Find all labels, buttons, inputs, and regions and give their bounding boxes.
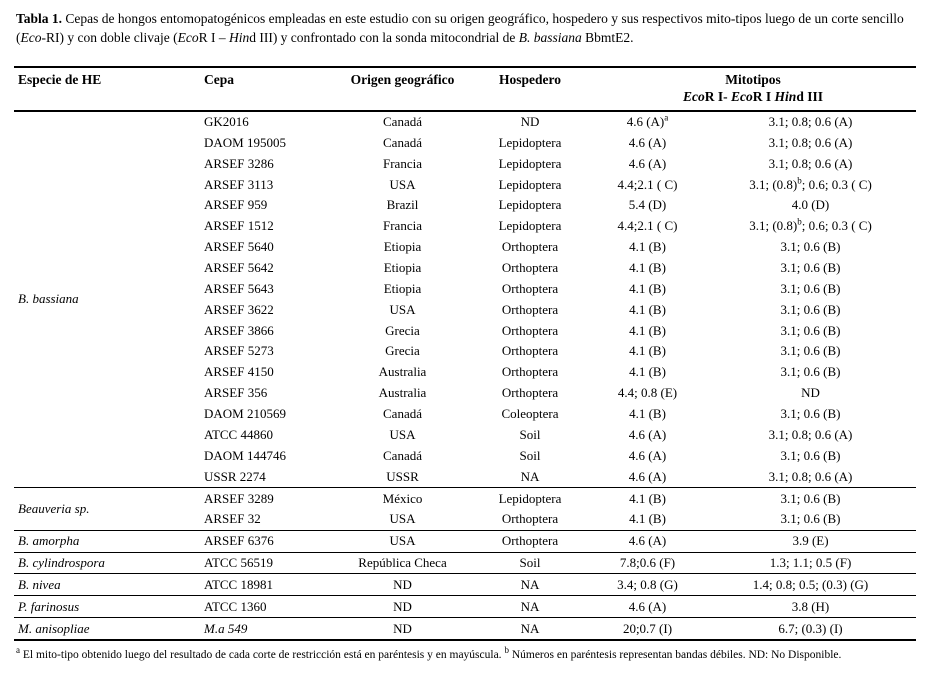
origen-cell: Etiopia: [383, 260, 422, 276]
mito-double-cell: 3.1; 0.8; 0.6 (A): [768, 468, 853, 484]
table-header: [14, 67, 916, 111]
hospedero-cell: Orthoptera: [501, 301, 559, 317]
cepa-cell: ATCC 44860: [204, 426, 273, 442]
mito-ecori-cell: 4.1 (B): [629, 343, 666, 359]
mito-double-cell: 3.1; 0.6 (B): [780, 239, 841, 255]
table-row: [14, 596, 916, 618]
origen-cell: República Checa: [335, 552, 470, 574]
cepa-cell: ARSEF 5642: [204, 260, 274, 276]
hospedero-cell: Orthoptera: [501, 343, 559, 359]
origen-cell: México: [335, 488, 470, 509]
mito-ecori-cell: 4.1 (B): [629, 260, 666, 276]
header-cepa: Cepa: [200, 67, 335, 111]
origen-cell: Australia: [378, 385, 427, 401]
mito-ecori-cell: 5.4 (D): [628, 197, 667, 213]
mito-double-cell: 3.1; 0.6 (B): [780, 447, 841, 463]
hospedero-cell: Soil: [519, 447, 541, 463]
mito-ecori-cell: 4.6 (A): [628, 426, 667, 442]
mito-ecori-cell: 4.4;2.1 ( C): [617, 218, 678, 234]
cepa-cell: ARSEF 3866: [204, 322, 274, 338]
hospedero-cell: NA: [520, 468, 540, 484]
origen-cell: USSR: [386, 468, 419, 484]
hospedero-cell: Orthoptera: [501, 260, 559, 276]
hospedero-cell: Lepidoptera: [498, 134, 562, 150]
origen-cell: USA: [389, 301, 416, 317]
mito-double-cell: 1.4; 0.8; 0.5; (0.3) (G): [705, 574, 916, 596]
origen-cell: Australia: [378, 364, 427, 380]
cepa-cell: DAOM 210569: [204, 406, 286, 422]
footnote: $^a$ El mito-tipo obtenido luego del resultado de cada corte de restricción está en paréntesis y en mayúscula. $^b$ Números en paréntesis representan bandas débiles. ND: No Disponible.: [16, 645, 842, 662]
header-mitotipos: [590, 67, 916, 111]
mito-double-cell: 3.1; 0.6 (B): [780, 343, 841, 359]
mito-double-cell: 3.8 (H): [705, 596, 916, 618]
mito-ecori-cell: 4.1 (B): [629, 322, 666, 338]
mito-double-cell: 3.1; 0.6 (B): [780, 406, 841, 422]
hospedero-cell: Orthoptera: [501, 511, 559, 527]
mito-ecori-cell: 4.1 (B): [629, 406, 666, 422]
species-cell: B. cylindrospora: [14, 552, 200, 574]
cepa-cell: DAOM 195005: [204, 134, 286, 150]
header-mitotipos-title: Mitotipos: [725, 71, 781, 87]
mito-ecori-cell: 4.1 (B): [629, 239, 666, 255]
mito-double-cell: 3.1; 0.6 (B): [780, 322, 841, 338]
species-cell: P. farinosus: [14, 596, 200, 618]
species-cell: B. nivea: [14, 574, 200, 596]
mito-double-cell: 3.1; 0.6 (B): [780, 260, 841, 276]
hospedero-cell: Lepidoptera: [498, 197, 562, 213]
mito-ecori-cell: 4.6 (A): [590, 530, 705, 552]
cepa-cell: ARSEF 6376: [200, 530, 335, 552]
origen-cell: ND: [335, 596, 470, 618]
cepa-cell: ARSEF 3622: [204, 301, 274, 317]
mito-ecori-cell: 4.6 (A): [628, 134, 667, 150]
origen-cell: ND: [335, 574, 470, 596]
hospedero-cell: Orthoptera: [501, 364, 559, 380]
cepa-cell: DAOM 144746: [204, 447, 286, 463]
cepa-cell: ARSEF 3286: [204, 155, 274, 171]
hospedero-cell: Lepidoptera: [498, 155, 562, 171]
mito-ecori-cell: 4.6 (A): [628, 468, 667, 484]
hospedero-cell: Orthoptera: [501, 322, 559, 338]
mito-ecori-cell: 4.6 $(A)^a$: [626, 112, 669, 130]
mito-double-cell: 3.1; 0.6 (B): [780, 511, 841, 527]
mito-ecori-cell: 7.8;0.6 (F): [590, 552, 705, 574]
hospedero-cell: Coleoptera: [501, 406, 559, 422]
hospedero-cell: Orthoptera: [501, 280, 559, 296]
mito-double-cell: 3.1; 0.6 (B): [780, 301, 841, 317]
mito-double-cell: 3.9 (E): [705, 530, 916, 552]
hospedero-cell: Soil: [519, 426, 541, 442]
origen-cell: ND: [335, 618, 470, 640]
mito-double-cell: 3.1; 0.6 (B): [705, 488, 916, 509]
strains-table: [14, 66, 916, 641]
mito-double-cell: 3.1; 0.8; 0.6 (A): [768, 155, 853, 171]
mito-double-cell: 3.1; $(0.8)^b$; 0.6; 0.3 ( C): [749, 175, 872, 192]
origen-cell: Canadá: [383, 447, 422, 463]
table-row: [14, 552, 916, 574]
cepa-cell: ARSEF 3289: [200, 488, 335, 509]
hospedero-cell: Soil: [470, 552, 590, 574]
species-cell: M. anisopliae: [14, 618, 200, 640]
mito-ecori-cell: 4.1 (B): [629, 511, 666, 527]
mito-ecori-cell: 4.1 (B): [629, 280, 666, 296]
mito-ecori-cell: 4.4; 0.8 (E): [617, 385, 678, 401]
mito-ecori-cell: 20;0.7 (I): [590, 618, 705, 640]
origen-cell: Grecia: [385, 322, 420, 338]
origen-cell: Grecia: [385, 343, 420, 359]
mito-double-cell: ND: [801, 385, 820, 401]
mito-double-cell: 1.3; 1.1; 0.5 (F): [705, 552, 916, 574]
origen-cell: USA: [335, 530, 470, 552]
hospedero-cell: NA: [470, 574, 590, 596]
species-cell: B. amorpha: [14, 530, 200, 552]
cepa-cell: ARSEF 3113: [204, 176, 274, 192]
hospedero-cell: Lepidoptera: [498, 218, 562, 234]
table-row: [14, 574, 916, 596]
cepa-cell: ARSEF 4150: [204, 364, 274, 380]
cepa-cell: USSR 2274: [204, 468, 266, 484]
mito-double-cell: 3.1; $(0.8)^b$; 0.6; 0.3 ( C): [749, 217, 872, 234]
cepa-cell: M.a 549: [200, 618, 335, 640]
mito-ecori-cell: 4.6 (A): [628, 155, 667, 171]
mito-double-cell: 4.0 (D): [791, 197, 830, 213]
cepa-cell: ARSEF 32: [204, 511, 261, 527]
mito-double-cell: 6.7; (0.3) (I): [705, 618, 916, 640]
species-cell: B. bassiana: [18, 291, 79, 307]
cepa-cell: ARSEF 5640: [204, 239, 274, 255]
hospedero-cell: NA: [470, 596, 590, 618]
cepa-cell: GK2016: [204, 114, 249, 130]
origen-cell: Brazil: [386, 197, 419, 213]
header-hospedero: Hospedero: [470, 67, 590, 111]
table-caption: Tabla 1. Cepas de hongos entomopatogénicos empleadas en este estudio con su origen geográfico, hospedero y sus respectivos mito-tipos luego de un corte sencillo (Eco-RI) y con doble clivaje (EcoR I – Hind III) y confrontado con la sonda mitocondrial de B. bassiana BbmtE2.: [16, 11, 904, 45]
origen-cell: USA: [389, 426, 416, 442]
hospedero-cell: Orthoptera: [501, 239, 559, 255]
mito-ecori-cell: 4.1 (B): [629, 301, 666, 317]
cepa-cell: ARSEF 356: [204, 385, 268, 401]
origen-cell: Etiopia: [383, 280, 422, 296]
mito-double-cell: 3.1; 0.8; 0.6 (A): [768, 114, 853, 130]
origen-cell: Francia: [383, 155, 422, 171]
origen-cell: Canadá: [383, 114, 422, 130]
header-row: [14, 67, 916, 111]
table-row: [14, 530, 916, 552]
origen-cell: USA: [389, 176, 416, 192]
cepa-cell: ATCC 1360: [200, 596, 335, 618]
hospedero-cell: Orthoptera: [501, 385, 559, 401]
mito-ecori-cell: 4.1 (B): [590, 488, 705, 509]
cepa-cell: ARSEF 5643: [204, 280, 274, 296]
species-cell: Beauveria sp.: [14, 488, 200, 531]
table-row: [14, 618, 916, 640]
mitotipos-subheader: EcoR I- EcoR I Hind III: [683, 88, 823, 104]
origen-cell: USA: [389, 511, 416, 527]
mito-double-cell: 3.1; 0.6 (B): [780, 364, 841, 380]
mito-double-cell: 3.1; 0.8; 0.6 (A): [768, 134, 853, 150]
table-row: [14, 111, 916, 133]
hospedero-cell: NA: [470, 618, 590, 640]
cepa-cell: ATCC 56519: [200, 552, 335, 574]
mito-double-cell: 3.1; 0.6 (B): [780, 280, 841, 296]
hospedero-cell: ND: [520, 114, 540, 130]
origen-cell: Francia: [383, 218, 422, 234]
cepa-cell: ARSEF 5273: [204, 343, 274, 359]
mito-ecori-cell: 3.4; 0.8 (G): [590, 574, 705, 596]
table-body: [14, 111, 916, 640]
mito-ecori-cell: 4.6 (A): [628, 447, 667, 463]
mito-double-cell: 3.1; 0.8; 0.6 (A): [768, 426, 853, 442]
header-especie: Especie de HE: [14, 67, 200, 111]
hospedero-cell: Lepidoptera: [470, 488, 590, 509]
mito-ecori-cell: 4.4;2.1 ( C): [617, 176, 678, 192]
origen-cell: Canadá: [383, 134, 422, 150]
header-origen: Origen geográfico: [335, 67, 470, 111]
cepa-cell: ARSEF 1512: [204, 218, 274, 234]
origen-cell: Canadá: [383, 406, 422, 422]
hospedero-cell: Lepidoptera: [498, 176, 562, 192]
cepa-cell: ARSEF 959: [204, 197, 268, 213]
origen-cell: Etiopia: [383, 239, 422, 255]
mito-ecori-cell: 4.1 (B): [629, 364, 666, 380]
mito-ecori-cell: 4.6 (A): [590, 596, 705, 618]
hospedero-cell: Orthoptera: [470, 530, 590, 552]
cepa-cell: ATCC 18981: [200, 574, 335, 596]
table-row: [14, 488, 916, 509]
